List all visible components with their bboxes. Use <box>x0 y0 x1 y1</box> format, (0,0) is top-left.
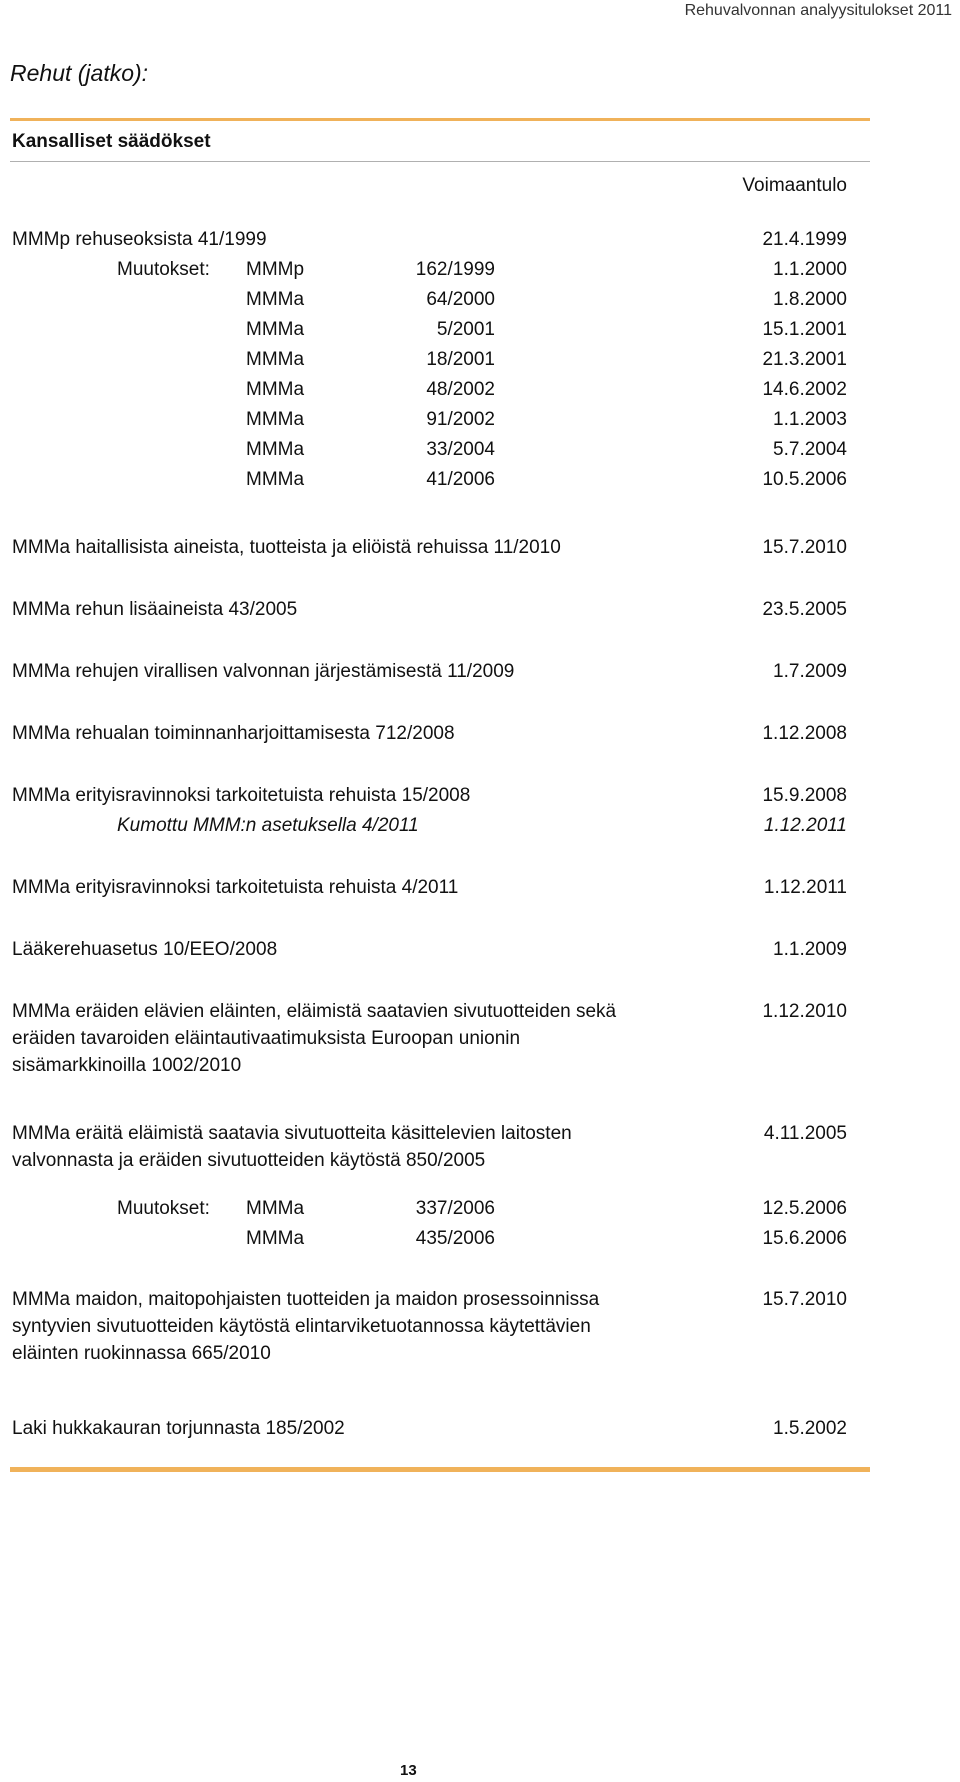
effective-date: 1.7.2009 <box>773 661 847 682</box>
amendment-number: 162/1999 <box>415 259 495 280</box>
regulation-title: MMMa erityisravinnoksi tarkoitetuista rehuista 15/2008 <box>12 785 471 806</box>
amendment-number: 48/2002 <box>426 379 495 400</box>
amendment-type: MMMa <box>246 379 305 400</box>
amendment-date: 1.1.2000 <box>773 259 847 280</box>
regulation-title-line: sisämarkkinoilla 1002/2010 <box>12 1055 242 1076</box>
regulation-title-line: syntyvien sivutuotteiden käytöstä elintarviketuotannossa käytettävien <box>12 1316 591 1337</box>
top-accent-rule <box>10 118 870 121</box>
amendment-type: MMMa <box>246 409 305 430</box>
bottom-accent-rule <box>10 1467 870 1472</box>
regulation-title: MMMa erityisravinnoksi tarkoitetuista rehuista 4/2011 <box>12 877 459 898</box>
regulation-title: Laki hukkakauran torjunnasta 185/2002 <box>12 1418 345 1439</box>
effective-date: 15.9.2008 <box>762 785 847 806</box>
amendment-number: 33/2004 <box>426 439 495 460</box>
amendment-date: 15.1.2001 <box>762 319 847 340</box>
effective-date: 4.11.2005 <box>763 1123 847 1144</box>
regulation-title: MMMa rehujen virallisen valvonnan järjestämisestä 11/2009 <box>12 661 515 682</box>
effective-date: 21.4.1999 <box>762 229 847 250</box>
amendment-number: 5/2001 <box>436 319 495 340</box>
amendment-date: 10.5.2006 <box>762 469 847 490</box>
amendment-number: 337/2006 <box>415 1198 495 1219</box>
section-title: Rehut (jatko): <box>10 60 149 86</box>
amendment-date: 5.7.2004 <box>773 439 847 460</box>
running-header: Rehuvalvonnan analyysitulokset 2011 <box>684 2 952 19</box>
amendment-type: MMMa <box>246 349 305 370</box>
regulation-title-line: valvonnasta ja eräiden sivutuotteiden käytöstä 850/2005 <box>12 1150 486 1171</box>
effective-date: 15.7.2010 <box>762 537 847 558</box>
regulation-title: MMMa haitallisista aineista, tuotteista ja eliöistä rehuissa 11/2010 <box>12 537 561 558</box>
regulation-title: MMMa rehun lisäaineista 43/2005 <box>12 599 298 620</box>
amendment-type: MMMa <box>246 439 305 460</box>
amendment-date: 1.8.2000 <box>773 289 847 310</box>
amendment-number: 18/2001 <box>426 349 495 370</box>
regulation-title-line: MMMa eräitä eläimistä saatavia sivutuotteita käsittelevien laitosten <box>12 1123 572 1144</box>
column-header-effective-date: Voimaantulo <box>742 175 847 196</box>
effective-date: 1.5.2002 <box>773 1418 847 1439</box>
amendment-type: MMMa <box>246 319 305 340</box>
amendment-date: 12.5.2006 <box>762 1198 847 1219</box>
regulation-title: MMMa rehualan toiminnanharjoittamisesta 712/2008 <box>12 723 455 744</box>
page-number: 13 <box>400 1762 417 1779</box>
regulation-title-line: eräiden tavaroiden eläintautivaatimuksista Euroopan unionin <box>12 1028 521 1049</box>
amendment-type: MMMa <box>246 1198 305 1219</box>
subheading: Kansalliset säädökset <box>12 131 211 152</box>
amendment-number: 91/2002 <box>426 409 495 430</box>
amendments-label: Muutokset: <box>117 1198 210 1219</box>
regulation-title-line: MMMa eräiden elävien eläinten, eläimistä saatavien sivutuotteiden sekä <box>12 1001 617 1022</box>
amendment-date: 1.1.2003 <box>773 409 847 430</box>
regulation-title: MMMp rehuseoksista 41/1999 <box>12 229 267 250</box>
amendment-number: 435/2006 <box>415 1228 495 1249</box>
amendment-type: MMMp <box>246 259 305 280</box>
amendment-date: 15.6.2006 <box>762 1228 847 1249</box>
amendment-number: 64/2000 <box>426 289 495 310</box>
effective-date: 1.12.2011 <box>763 877 847 898</box>
effective-date: 1.12.2010 <box>762 1001 847 1022</box>
regulation-title: Lääkerehuasetus 10/EEO/2008 <box>12 939 278 960</box>
repealed-note: Kumottu MMM:n asetuksella 4/2011 <box>117 815 419 836</box>
effective-date: 15.7.2010 <box>762 1289 847 1310</box>
effective-date: 23.5.2005 <box>762 599 847 620</box>
effective-date: 1.12.2008 <box>762 723 847 744</box>
amendment-date: 14.6.2002 <box>762 379 847 400</box>
amendment-date: 21.3.2001 <box>762 349 847 370</box>
amendment-type: MMMa <box>246 1228 305 1249</box>
repealed-date: 1.12.2011 <box>763 815 847 836</box>
amendments-label: Muutokset: <box>117 259 210 280</box>
regulation-title-line: eläinten ruokinnassa 665/2010 <box>12 1343 271 1364</box>
subheading-divider <box>10 161 870 162</box>
amendment-type: MMMa <box>246 289 305 310</box>
regulation-title-line: MMMa maidon, maitopohjaisten tuotteiden ja maidon prosessoinnissa <box>12 1289 600 1310</box>
amendment-type: MMMa <box>246 469 305 490</box>
effective-date: 1.1.2009 <box>773 939 847 960</box>
amendment-number: 41/2006 <box>426 469 495 490</box>
